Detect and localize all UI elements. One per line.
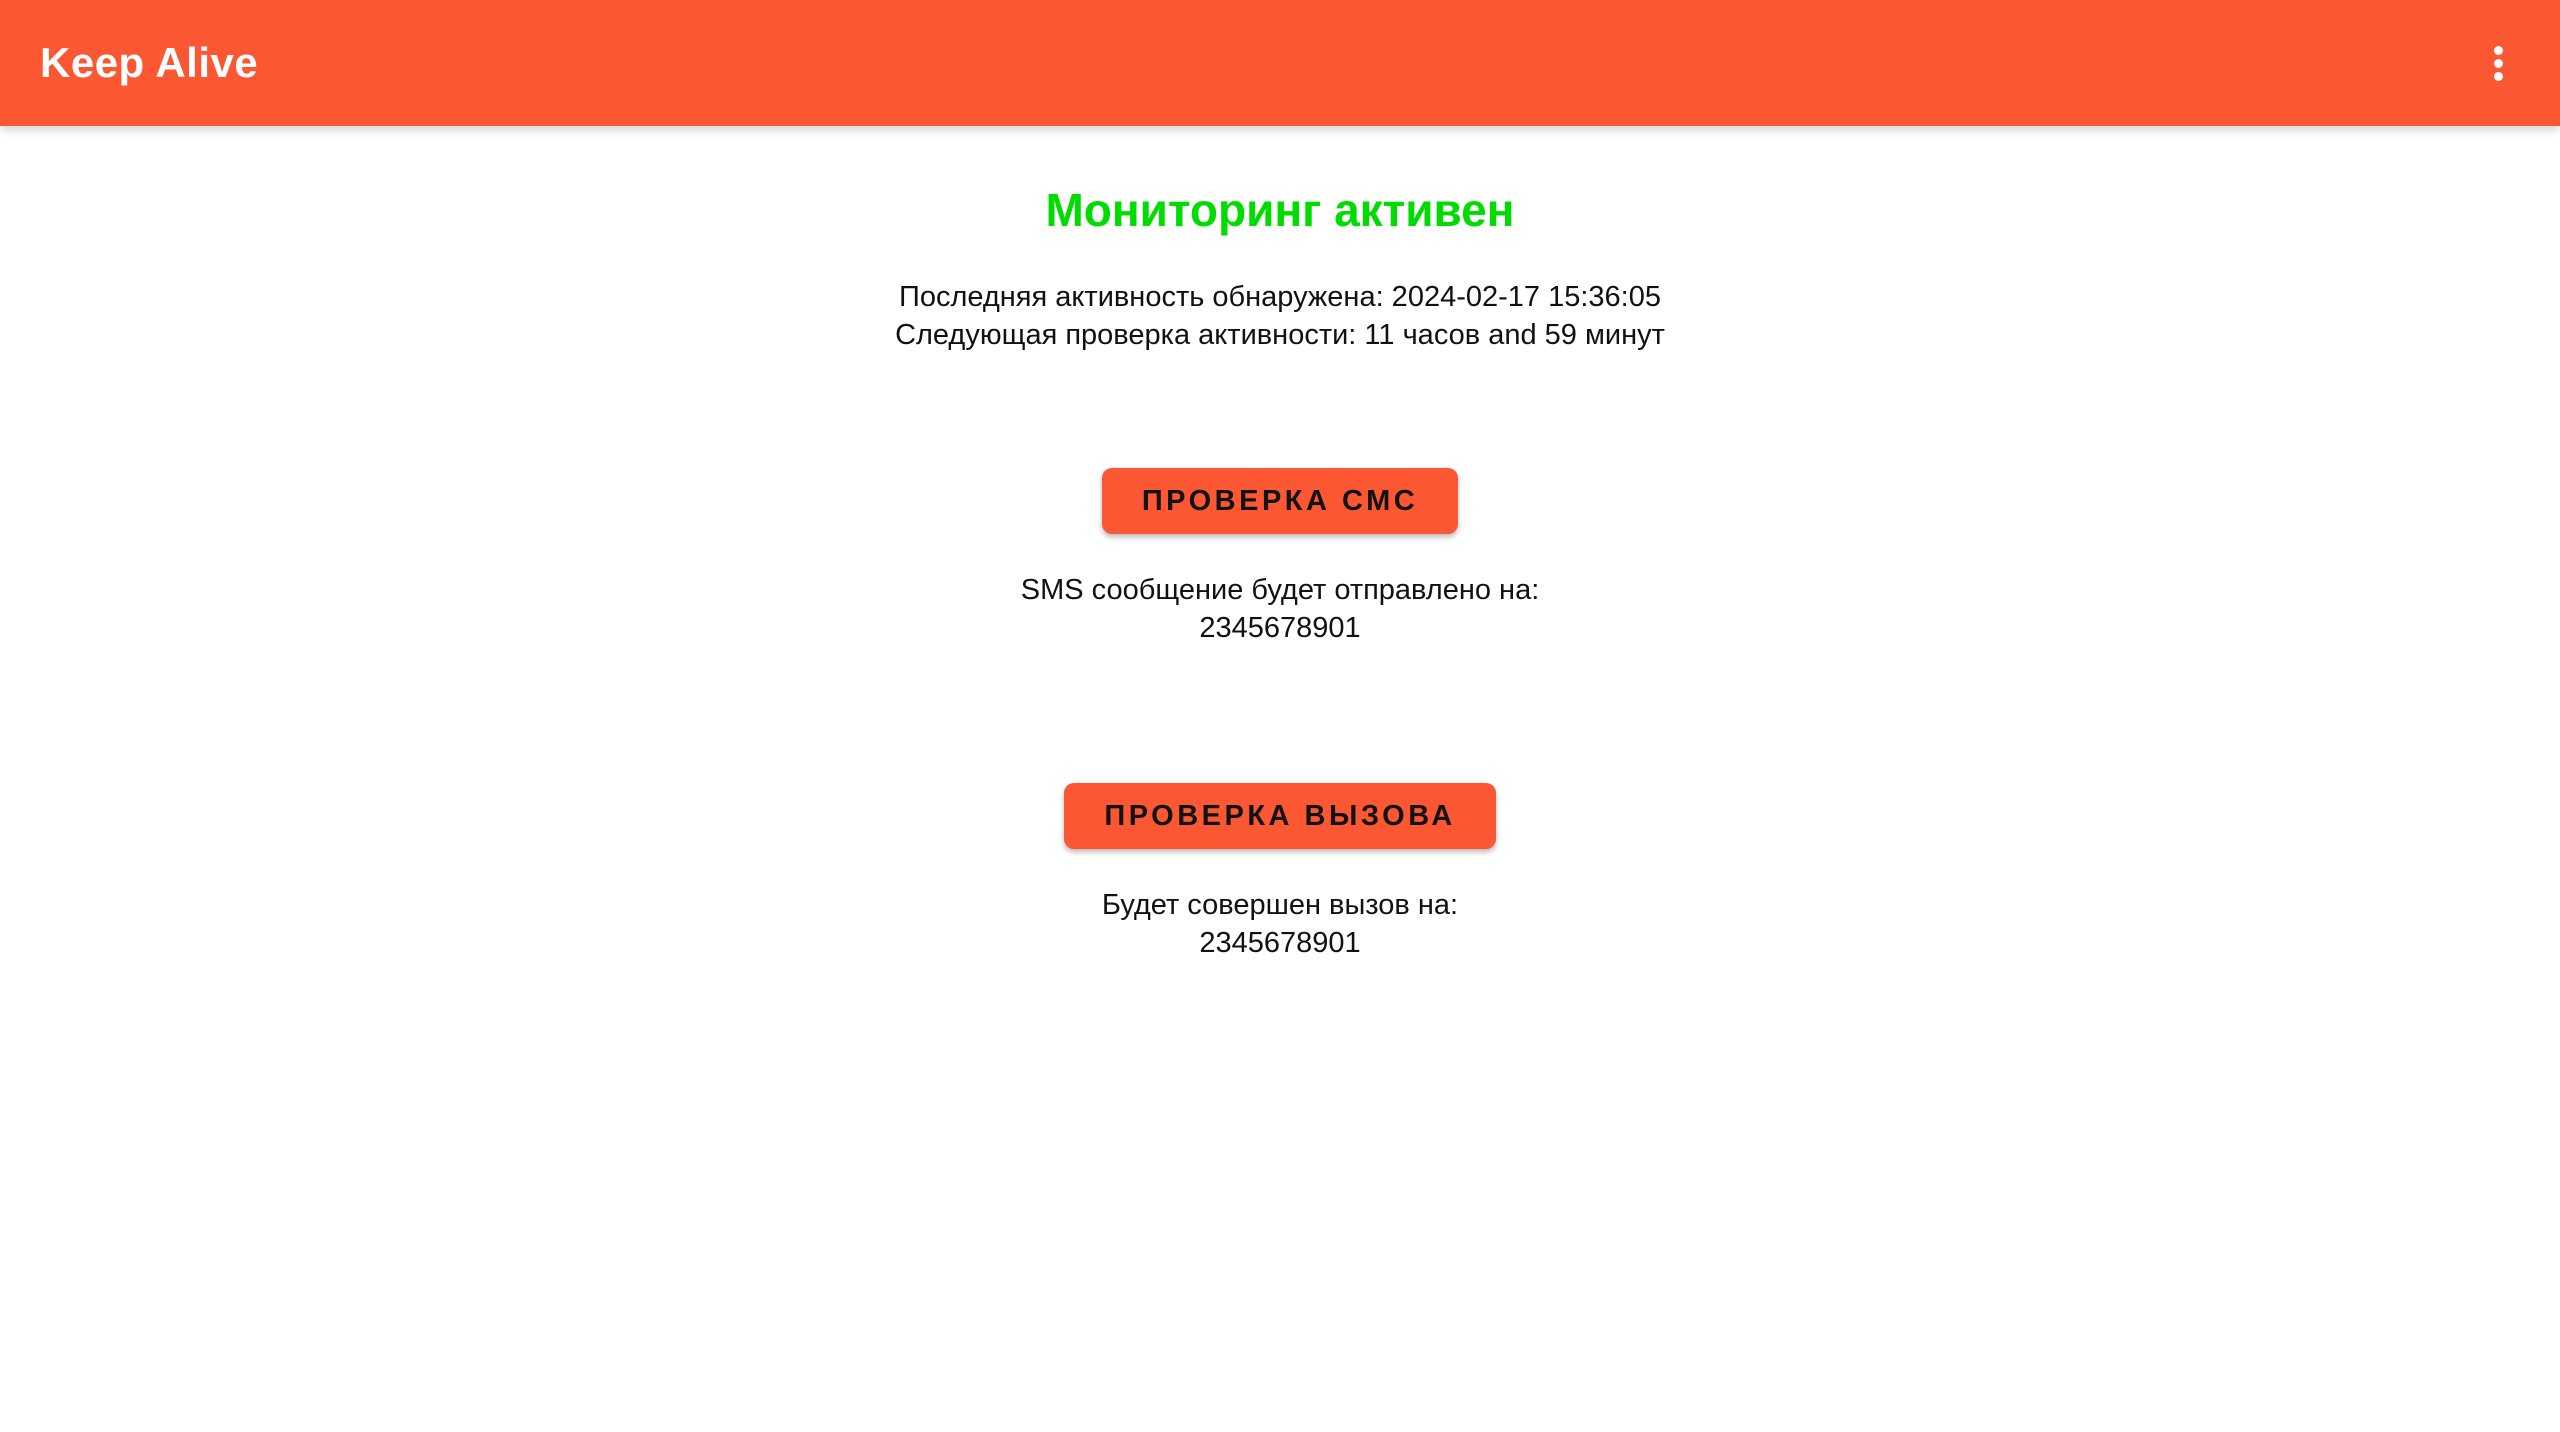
call-info-block [1102,886,1458,962]
monitoring-status-heading: Мониторинг активен [1045,184,1515,236]
call-check-button[interactable]: ПРОВЕРКА ВЫЗОВА [1064,783,1495,849]
next-check-text: Следующая проверка активности: 11 часов and 59 минут [895,319,1665,351]
activity-status-block [895,278,1665,354]
kebab-menu-icon [2494,46,2503,81]
call-info-text: Будет совершен вызов на: [1101,889,1459,921]
sms-check-button[interactable]: ПРОВЕРКА СМС [1102,468,1458,534]
overflow-menu-button[interactable] [2474,27,2522,99]
call-phone-number: 2345678901 [1199,927,1361,959]
app-bar [0,0,2560,126]
main-content [0,126,2560,962]
app-title: Keep Alive [40,39,259,86]
sms-info-block [1021,571,1540,647]
last-activity-text: Последняя активность обнаружена: 2024-02-17 15:36:05 [898,281,1661,313]
sms-phone-number: 2345678901 [1199,612,1361,644]
sms-info-text: SMS сообщение будет отправлено на: [1020,574,1540,606]
